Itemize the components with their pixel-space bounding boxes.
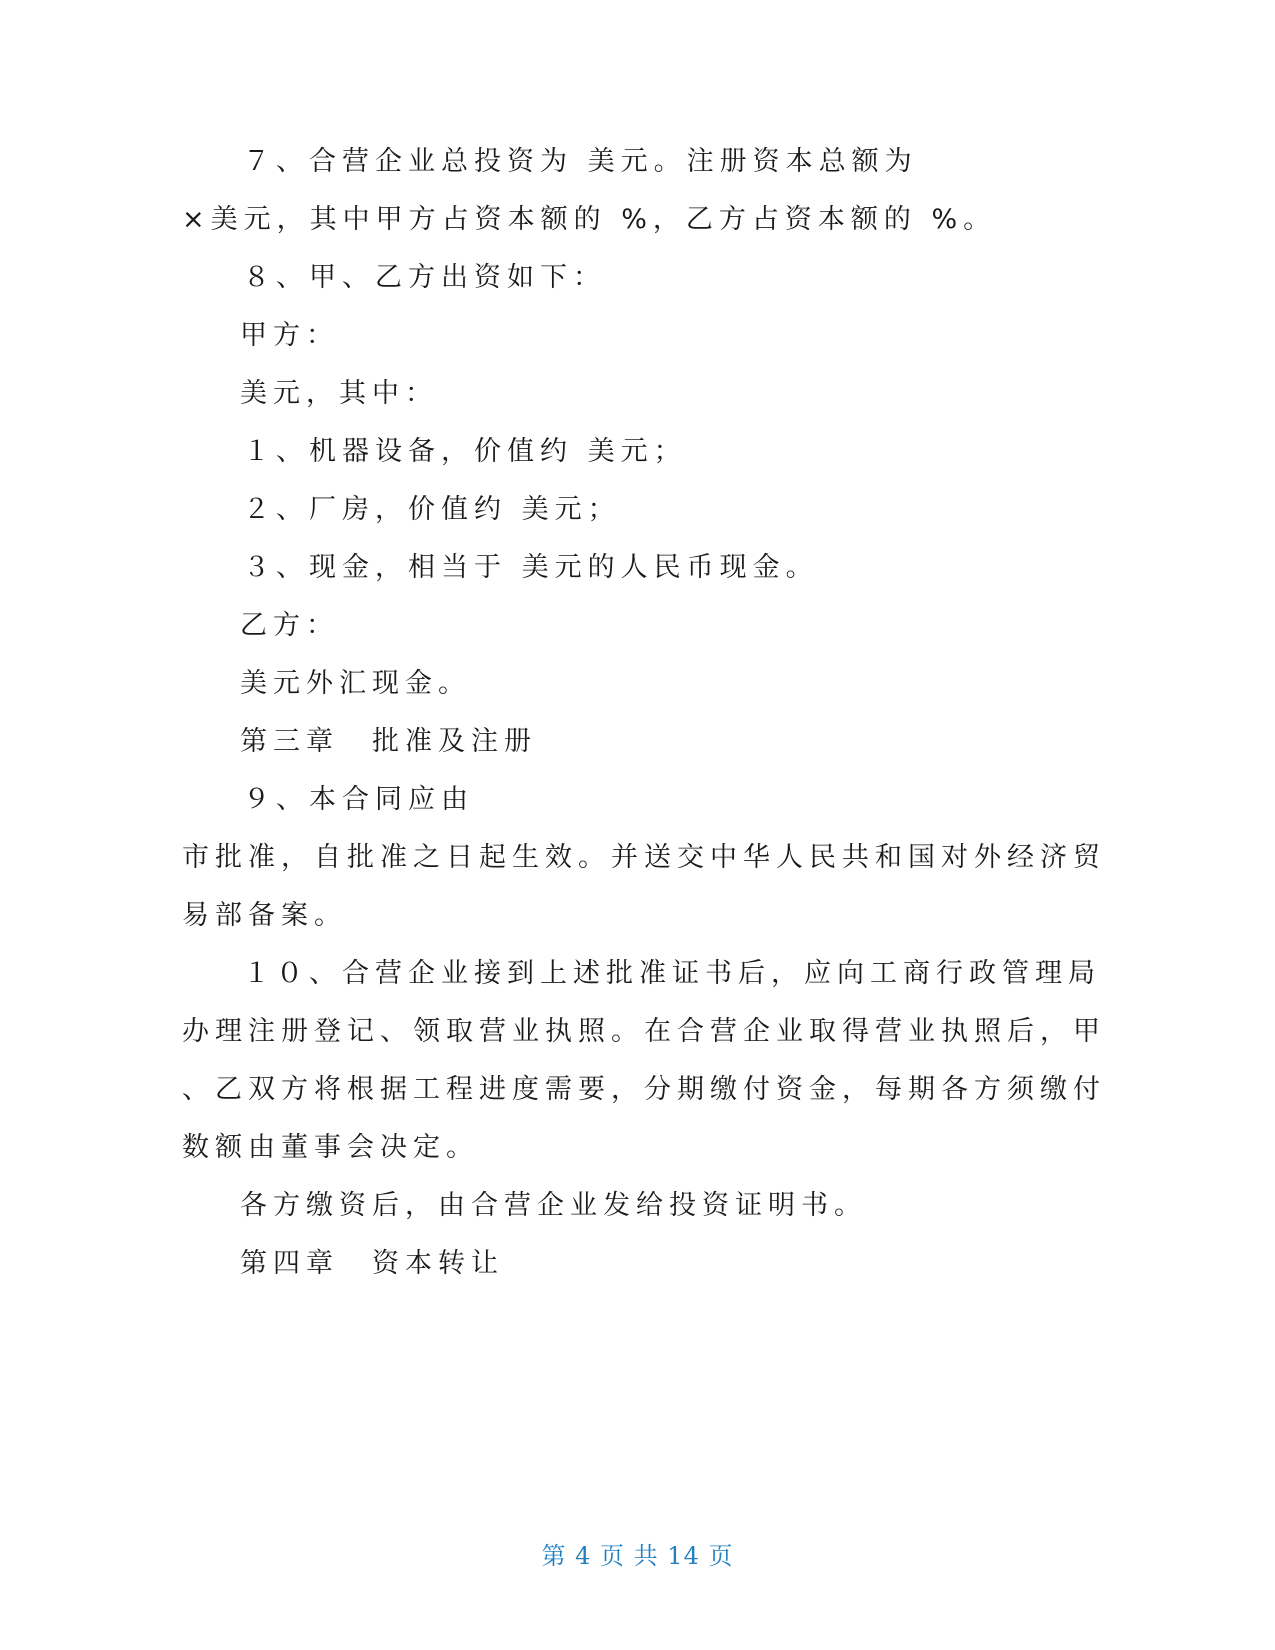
text-line-article-10-cont-1: 办理注册登记、领取营业执照。在合营企业取得营业执照后，甲 xyxy=(182,1016,1106,1047)
text-line-article-7: ７、合营企业总投资为 美元。注册资本总额为 xyxy=(243,146,918,177)
text-line-article-10-end: 数额由董事会决定。 xyxy=(182,1132,479,1163)
text-line-party-b-amount: 美元外汇现金。 xyxy=(240,668,471,699)
text-line-article-8: ８、甲、乙方出资如下： xyxy=(243,262,606,293)
chapter-heading-4: 第四章 资本转让 xyxy=(240,1248,504,1279)
text-line-article-9-end: 易部备案。 xyxy=(182,900,347,931)
chapter-heading-3: 第三章 批准及注册 xyxy=(240,726,537,757)
text-line-item-1: １、机器设备，价值约 美元； xyxy=(243,436,687,467)
text-line-party-a-amount: 美元，其中： xyxy=(240,378,438,409)
text-line-party-a: 甲方： xyxy=(240,320,339,351)
text-line-capital-ratio: ×美元，其中甲方占资本额的 %，乙方占资本额的 %。 xyxy=(182,204,997,235)
text-line-party-b: 乙方： xyxy=(240,610,339,641)
text-line-investment-certificate: 各方缴资后，由合营企业发给投资证明书。 xyxy=(240,1190,867,1221)
text-line-article-9: ９、本合同应由 xyxy=(243,784,474,815)
text-line-item-2: ２、厂房，价值约 美元； xyxy=(243,494,621,525)
text-line-item-3: ３、现金，相当于 美元的人民币现金。 xyxy=(243,552,819,583)
text-line-article-9-cont: 市批准，自批准之日起生效。并送交中华人民共和国对外经济贸 xyxy=(182,842,1106,873)
text-line-article-10: １０、合营企业接到上述批准证书后，应向工商行政管理局 xyxy=(243,958,1101,989)
page-number-footer: 第 4 页 共 14 页 xyxy=(541,1542,734,1570)
text-line-article-10-cont-2: 、乙双方将根据工程进度需要，分期缴付资金，每期各方须缴付 xyxy=(182,1074,1106,1105)
